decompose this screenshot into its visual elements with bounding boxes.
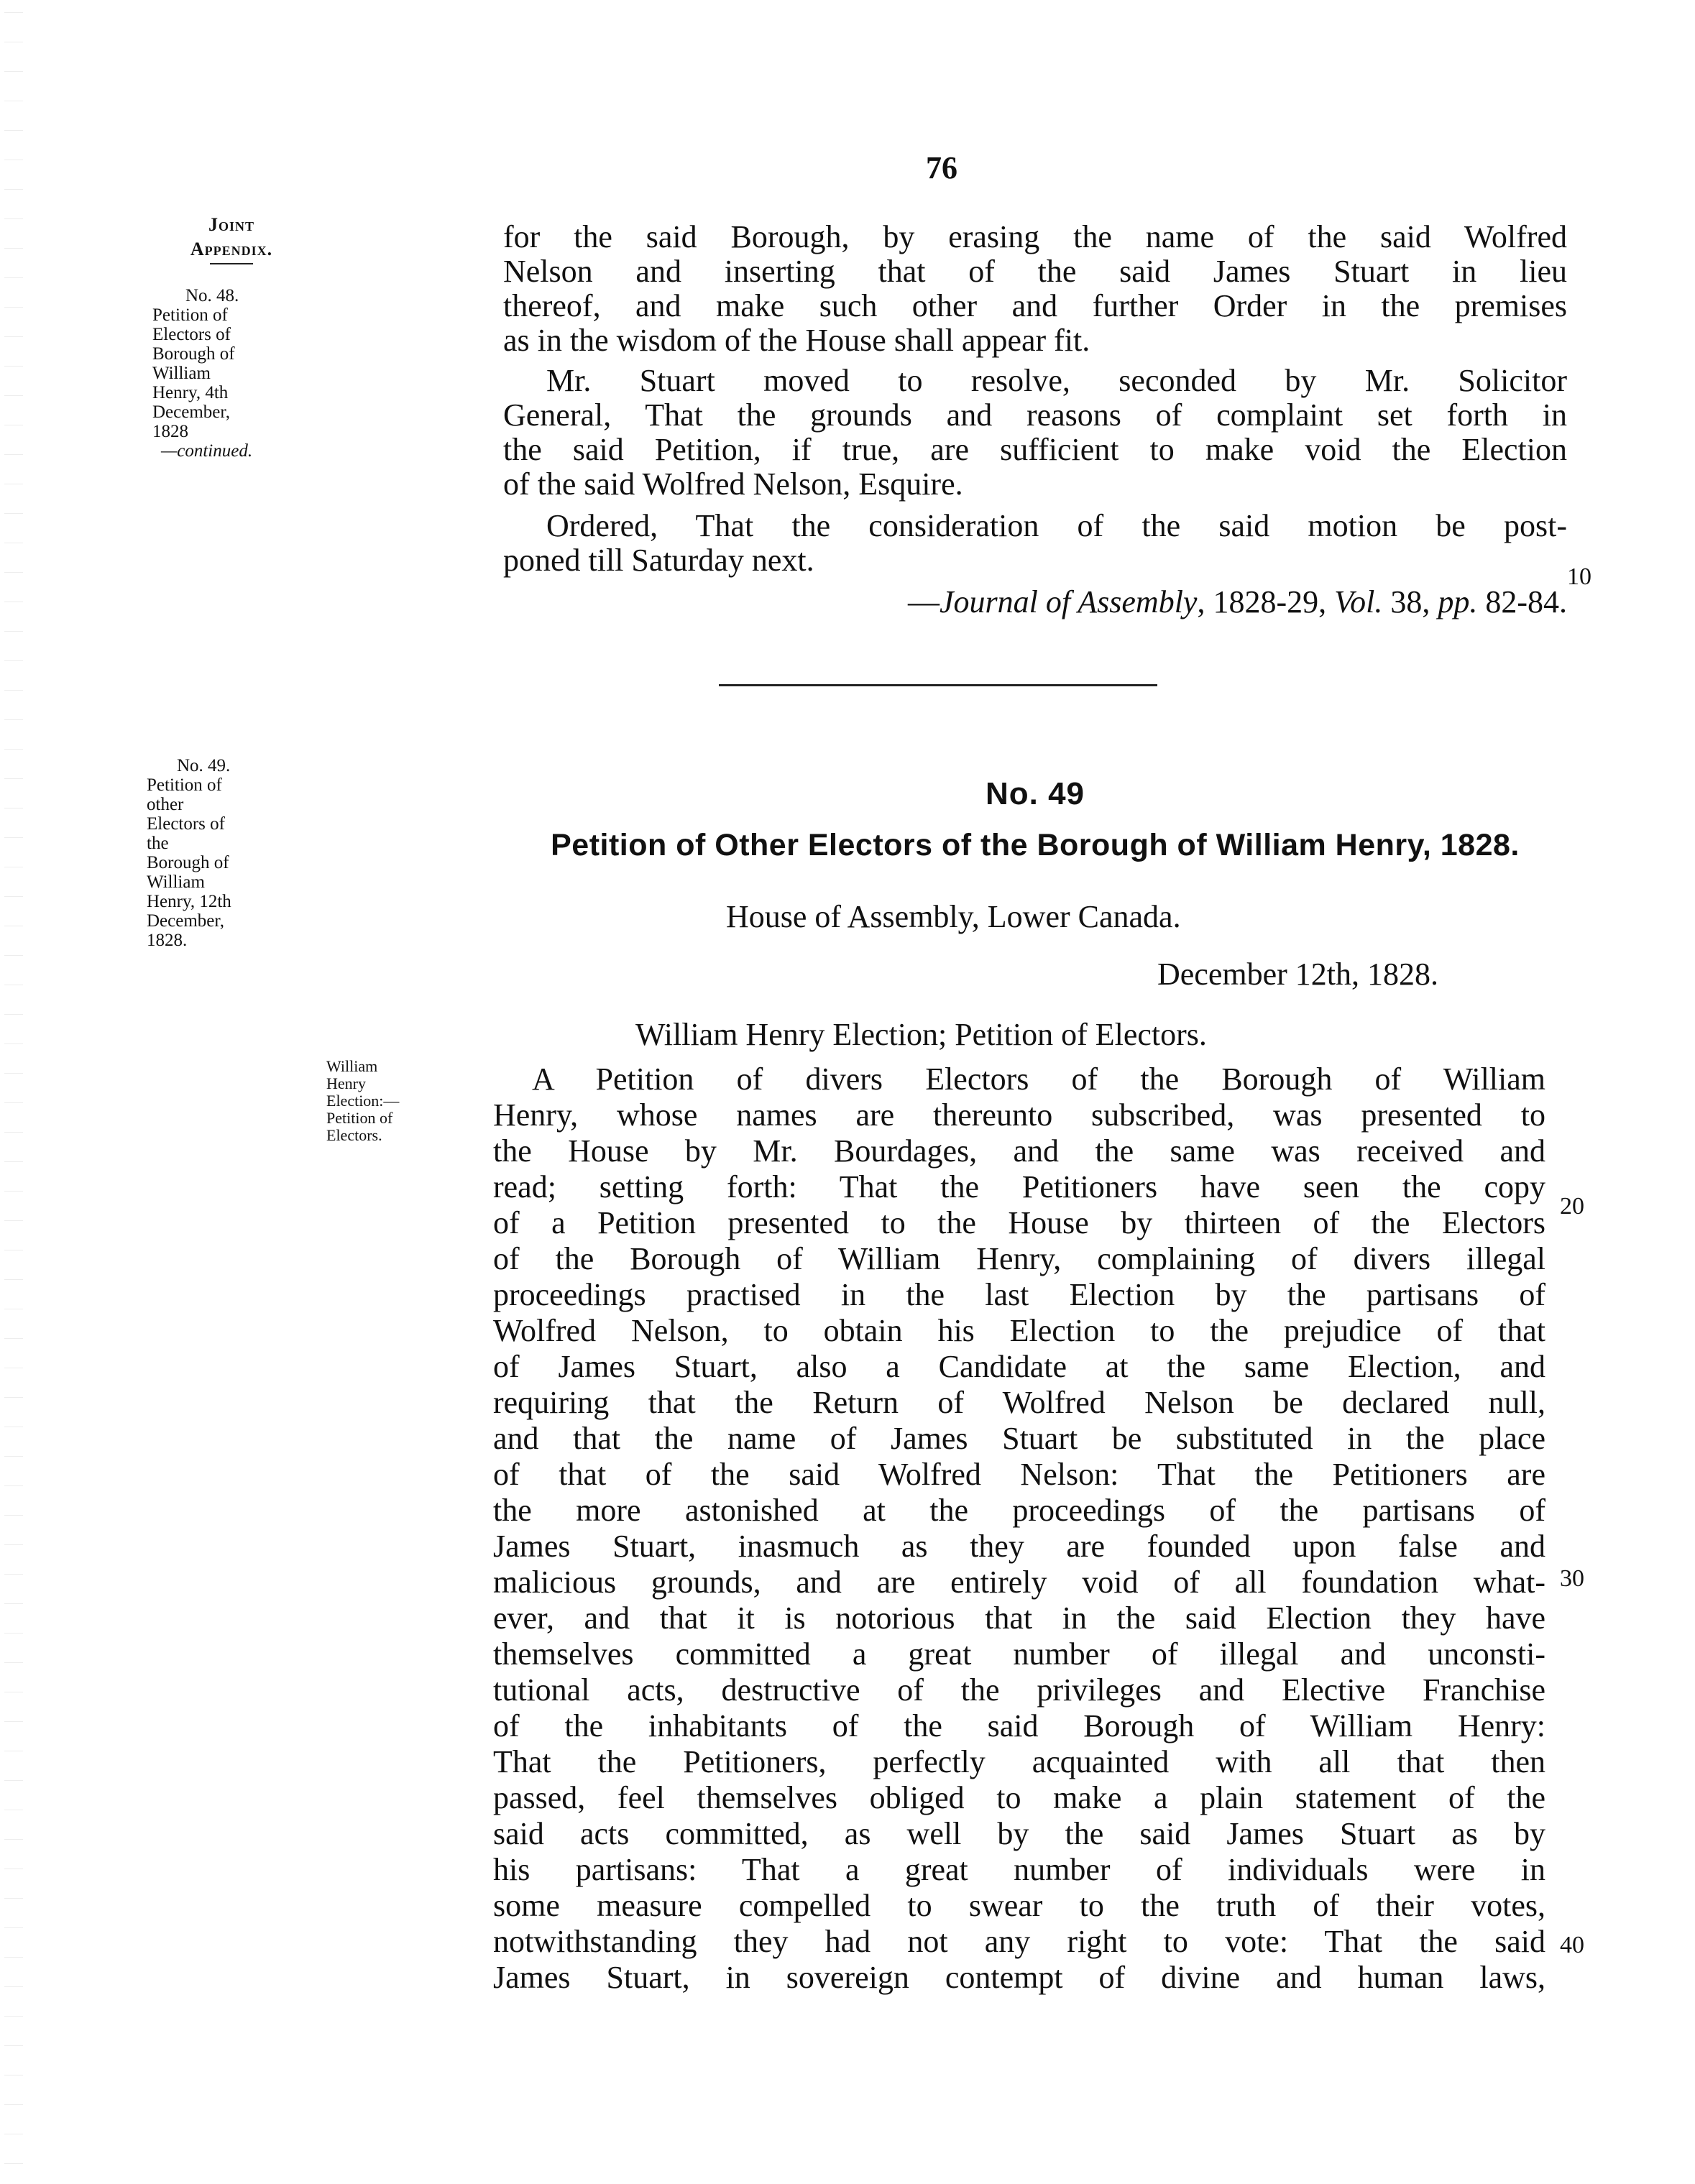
margin-49-line: 1828.	[147, 931, 188, 950]
joint-appendix-line1: Joint	[208, 214, 254, 235]
margin-48-line: Borough of	[152, 344, 235, 364]
inner-margin-line: Henry	[326, 1074, 366, 1092]
body-line: Nelson and inserting that of the said James Stuart in lieu	[503, 254, 1567, 289]
body-line: and that the name of James Stuart be substituted in the place	[493, 1421, 1545, 1456]
body-line: passed, feel themselves obliged to make a plain statement of the	[493, 1780, 1545, 1815]
margin-48-continued: —continued.	[161, 441, 253, 461]
inner-margin-line: Electors.	[326, 1126, 382, 1144]
body-line: of James Stuart, also a Candidate at the same Election, and	[493, 1349, 1545, 1384]
margin-48-line: Henry, 4th	[152, 383, 229, 402]
margin-note-48	[152, 213, 311, 270]
body-line: proceedings practised in the last Election by the partisans of	[493, 1277, 1545, 1312]
journal-citation	[748, 585, 1567, 619]
margin-49-line: Henry, 12th	[147, 892, 231, 911]
body-line: the more astonished at the proceedings of the partisans of	[493, 1493, 1545, 1528]
body-line: for the said Borough, by erasing the name of the said Wolfred	[503, 219, 1567, 254]
joint-appendix-line2: Appendix.	[190, 239, 273, 259]
petition-heading: William Henry Election; Petition of Electors.	[635, 1017, 1207, 1052]
document-title: Petition of Other Electors of the Borough of William Henry, 1828.	[551, 828, 1520, 862]
body-line: the said Petition, if true, are sufficient to make void the Election	[503, 432, 1567, 467]
citation-journal: Journal of Assembly	[939, 584, 1198, 619]
inner-margin-line: Election:—	[326, 1092, 400, 1110]
margin-inner-note	[326, 1058, 449, 1144]
body-line: of the said Wolfred Nelson, Esquire.	[503, 466, 963, 502]
scan-edge-speckle	[4, 0, 23, 2184]
margin-48-line: No. 48.	[185, 286, 239, 305]
margin-48-line: Electors of	[152, 325, 231, 344]
section-divider	[719, 684, 1157, 686]
line-number-20: 20	[1560, 1193, 1584, 1220]
citation-years: , 1828-29,	[1197, 584, 1335, 619]
margin-49-line: December,	[147, 911, 224, 931]
margin-48-line: 1828	[152, 422, 188, 441]
house-line: House of Assembly, Lower Canada.	[726, 899, 1181, 934]
body-line: General, That the grounds and reasons of complaint set forth in	[503, 397, 1567, 433]
margin-48-line: December,	[152, 402, 230, 422]
margin-note-49	[147, 756, 334, 950]
body-line: James Stuart, inasmuch as they are founded upon false and	[493, 1529, 1545, 1564]
body-line: his partisans: That a great number of individuals were in	[493, 1852, 1545, 1887]
margin-48-line: William	[152, 364, 211, 383]
body-line: Henry, whose names are thereunto subscribed, was presented to	[493, 1097, 1545, 1133]
body-line: Ordered, That the consideration of the said motion be post-	[546, 508, 1567, 543]
body-line: themselves committed a great number of illegal and unconsti-	[493, 1636, 1545, 1672]
margin-49-line: No. 49.	[177, 756, 231, 775]
inner-margin-line: William	[326, 1057, 378, 1075]
margin-49-line: Petition of	[147, 775, 222, 795]
body-line: Mr. Stuart moved to resolve, seconded by Mr. Solicitor	[546, 363, 1567, 398]
body-line: malicious grounds, and are entirely void of all foundation what-	[493, 1565, 1545, 1600]
margin-rule	[210, 263, 253, 264]
line-number-30: 30	[1560, 1565, 1584, 1592]
body-line: read; setting forth: That the Petitioners have seen the copy	[493, 1169, 1545, 1204]
citation-pp-label: pp.	[1438, 584, 1478, 619]
margin-49-line: Electors of	[147, 814, 225, 834]
body-line: notwithstanding they had not any right to vote: That the said	[493, 1924, 1545, 1959]
margin-48-line: Petition of	[152, 305, 228, 325]
date-line: December 12th, 1828.	[1157, 957, 1438, 992]
body-line: ever, and that it is notorious that in the said Election they have	[493, 1600, 1545, 1636]
body-line: That the Petitioners, perfectly acquainted with all that then	[493, 1744, 1545, 1779]
margin-49-line: other	[147, 795, 184, 814]
body-line: A Petition of divers Electors of the Borough of William	[532, 1061, 1545, 1097]
body-line: as in the wisdom of the House shall appear fit.	[503, 323, 1090, 358]
citation-pages: 82-84.	[1477, 584, 1567, 619]
inner-margin-line: Petition of	[326, 1109, 393, 1127]
body-line: poned till Saturday next.	[503, 543, 814, 578]
document-number: No. 49	[985, 776, 1085, 811]
body-line: said acts committed, as well by the said James Stuart as by	[493, 1816, 1545, 1851]
margin-49-line: the	[147, 834, 169, 853]
page-number: 76	[926, 150, 957, 185]
citation-dash: —	[907, 584, 940, 619]
citation-vol: 38,	[1382, 584, 1438, 619]
margin-49-line: Borough of	[147, 853, 229, 872]
body-line: of the Borough of William Henry, complaining of divers illegal	[493, 1241, 1545, 1276]
body-line: some measure compelled to swear to the truth of their votes,	[493, 1888, 1545, 1923]
body-line: thereof, and make such other and further Order in the premises	[503, 288, 1567, 323]
citation-vol-label: Vol.	[1334, 584, 1383, 619]
margin-49-line: William	[147, 872, 205, 892]
body-line: tutional acts, destructive of the privileges and Elective Franchise	[493, 1672, 1545, 1708]
body-line: of a Petition presented to the House by thirteen of the Electors	[493, 1205, 1545, 1240]
body-line: requiring that the Return of Wolfred Nelson be declared null,	[493, 1385, 1545, 1420]
body-line: of the inhabitants of the said Borough of William Henry:	[493, 1708, 1545, 1743]
line-number-40: 40	[1560, 1932, 1584, 1958]
body-line: of that of the said Wolfred Nelson: That the Petitioners are	[493, 1457, 1545, 1492]
line-number-10: 10	[1567, 563, 1591, 590]
body-line: James Stuart, in sovereign contempt of divine and human laws,	[493, 1960, 1545, 1995]
body-line: the House by Mr. Bourdages, and the same was received and	[493, 1133, 1545, 1169]
body-line: Wolfred Nelson, to obtain his Election to the prejudice of that	[493, 1313, 1545, 1348]
margin-note-48-body	[152, 286, 325, 461]
